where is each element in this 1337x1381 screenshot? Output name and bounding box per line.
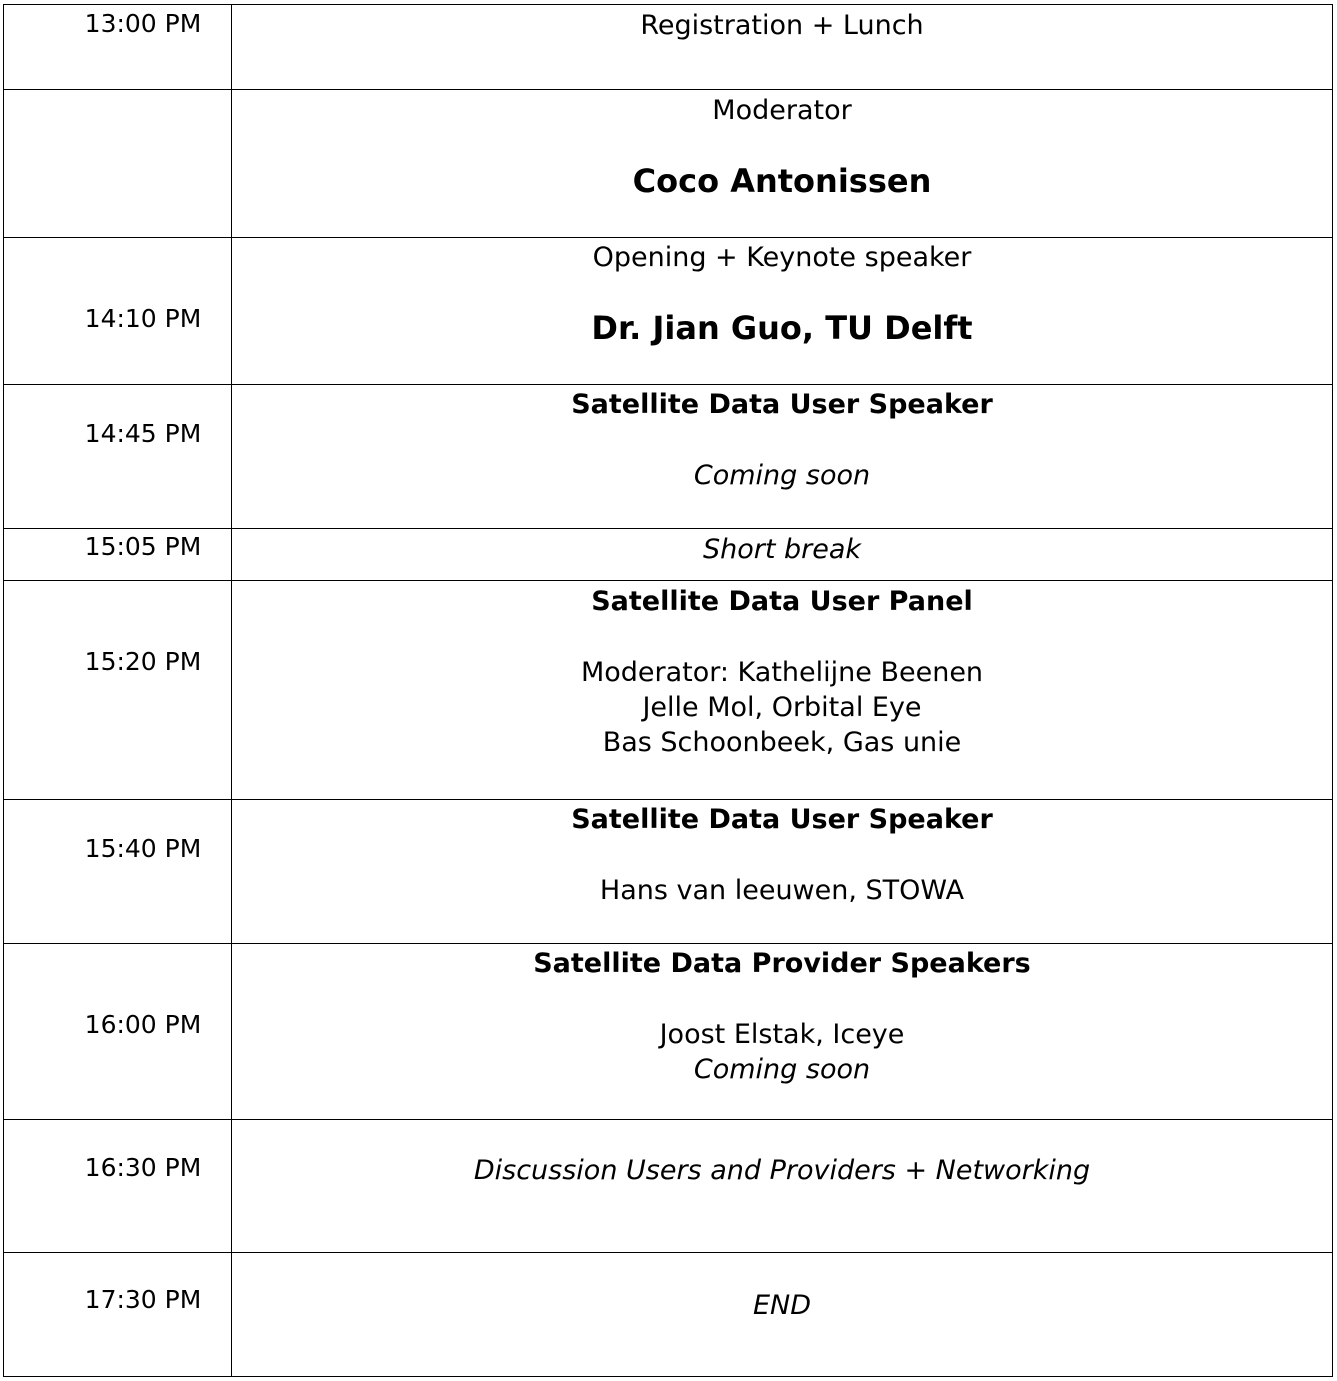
keynote-label: Opening + Keynote speaker — [592, 242, 972, 273]
event-cell — [232, 1253, 1333, 1377]
agenda-row-user-speaker — [4, 385, 1333, 529]
time-cell — [4, 944, 232, 1120]
time-label: 16:30 PM — [84, 1153, 202, 1182]
event-cell — [232, 1120, 1333, 1253]
session-title: Satellite Data User Panel — [591, 586, 973, 617]
discussion-label: Discussion Users and Providers + Networking — [473, 1155, 1091, 1186]
end-label: END — [752, 1290, 812, 1321]
moderator-label: Moderator — [712, 95, 852, 126]
time-cell — [4, 1120, 232, 1253]
time-cell — [4, 385, 232, 529]
time-label: 14:10 PM — [84, 304, 202, 333]
agenda-row-moderator — [4, 90, 1333, 238]
agenda-table — [3, 4, 1333, 1377]
time-cell — [4, 581, 232, 800]
time-label: 15:20 PM — [84, 647, 202, 676]
session-note: Coming soon — [693, 1054, 871, 1085]
time-label: 17:30 PM — [84, 1285, 202, 1314]
agenda-row-user-speaker-2 — [4, 800, 1333, 944]
session-title: Satellite Data User Speaker — [571, 804, 993, 835]
agenda-row-user-panel — [4, 581, 1333, 800]
time-cell — [4, 800, 232, 944]
event-cell — [232, 385, 1333, 529]
agenda-row-break — [4, 529, 1333, 581]
break-label: Short break — [702, 534, 862, 565]
agenda-row-registration — [4, 5, 1333, 90]
time-label: 13:00 PM — [84, 9, 202, 38]
panel-member: Jelle Mol, Orbital Eye — [642, 692, 922, 723]
time-label: 15:40 PM — [84, 834, 202, 863]
event-cell — [232, 90, 1333, 238]
agenda-row-provider-speakers — [4, 944, 1333, 1120]
time-cell — [4, 1253, 232, 1377]
session-title: Satellite Data Provider Speakers — [533, 948, 1031, 979]
agenda-row-keynote — [4, 238, 1333, 385]
speaker-name: Joost Elstak, Iceye — [659, 1019, 905, 1050]
time-cell — [4, 529, 232, 581]
panel-moderator: Moderator: Kathelijne Beenen — [580, 657, 984, 688]
event-cell — [232, 944, 1333, 1120]
event-cell — [232, 529, 1333, 581]
event-cell — [232, 5, 1333, 90]
time-label: 14:45 PM — [84, 419, 202, 448]
session-title: Satellite Data User Speaker — [571, 389, 993, 420]
moderator-name: Coco Antonissen — [632, 162, 932, 200]
agenda-row-end — [4, 1253, 1333, 1377]
time-label: 15:05 PM — [84, 532, 202, 561]
panel-member: Bas Schoonbeek, Gas unie — [602, 727, 962, 758]
agenda-row-discussion — [4, 1120, 1333, 1253]
time-label: 16:00 PM — [84, 1010, 202, 1039]
time-cell — [4, 5, 232, 90]
event-cell — [232, 800, 1333, 944]
event-title: Registration + Lunch — [640, 10, 924, 41]
event-cell — [232, 238, 1333, 385]
speaker-name: Hans van leeuwen, STOWA — [599, 875, 965, 906]
keynote-speaker: Dr. Jian Guo, TU Delft — [591, 309, 973, 347]
session-note: Coming soon — [693, 460, 871, 491]
time-cell — [4, 90, 232, 238]
event-cell — [232, 581, 1333, 800]
time-cell — [4, 238, 232, 385]
